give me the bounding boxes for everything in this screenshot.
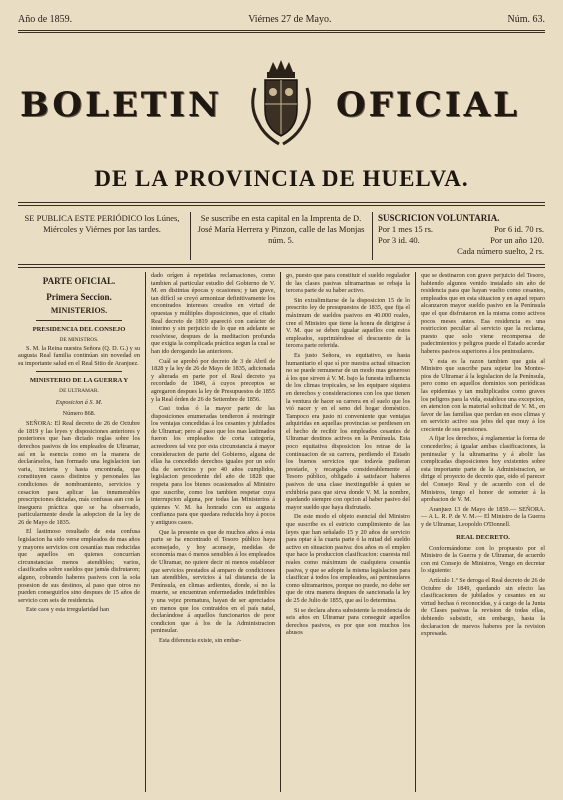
top-rule (18, 30, 545, 31)
title-right: OFICIAL (336, 85, 520, 125)
paragraph: Casi todas ó la mayor parte de las disposiciones enumeradas tendieron á restringir los ventajas concedidas á los cesantes y jubilados de Ultramar; pero al paso que los mas lastimados fueron los empleados de corta categoría, acreedores tal vez por esta circunstancia á mayor consideracion de parte del Gobierno, alguna de ellas ha concedido derechos iguales por un solo dia de servicios y por 40 años cumplidos, legislacion procedente del año de 1828 que respeta para los bienes ocasionados al Ministro que suscribe, como los tambien respetar cuya interrupcion alguna, por todas las Ministerios á quienes V. M. ha honrado con su augusta confianza para que quedara reducida hoy á pocos y antiguos casos. (151, 405, 275, 526)
info-voluntary (378, 213, 544, 257)
price-row-2 (378, 235, 544, 246)
paragraph: dado orígen á repetidas reclamaciones, como tambien al particular estudio del Gobierno de V. M. en distintas épocas y ocasiones; y tan grave, tan difícil se creyó armonizar definitivamente los encontrados intereses creados en virtud de opuestas y múltiples disposiciones, que el citado Real decreto de 1819 apareció con carácter de interino y sin perjuicio de lo que en adelante se resolviese, despues de la meditacion profunda que exigia la complicada práctica segun la cual se han ido derogando las anteriores. (151, 272, 275, 355)
issue-date: Viérnes 27 de Mayo. (248, 14, 332, 25)
presidency-subheading: DE MINISTROS. (59, 337, 99, 343)
info-separator-2 (372, 212, 373, 260)
divider (36, 320, 122, 321)
price-1: Por 1 mes 15 rs. (378, 224, 434, 234)
exposition-number: Número 868. (62, 409, 96, 417)
ministry-war-subheading: DE ULTRAMAR. (59, 388, 99, 395)
column-3 (286, 272, 410, 639)
paragraph: El lastimoso resultado de esta confusa legislacion ha sido verse empleados de mas años y mayores servicios con cesantías mas reducidas que aquellos en quienes concurrían circunstancias menos atendibles; varios, clasificados sobre sueldos que jamás disfrutaron; alguno, cobrando haberes pasivos con la sola posesion de sus destinos, al paso que otros no pueden conseguirlos sino despues de 15 años de servicio con seis de residencia. (18, 528, 140, 604)
info-bottom-rule (18, 264, 545, 265)
column-4 (421, 272, 545, 640)
part-heading: PARTE OFICIAL. (42, 276, 116, 286)
voluntary-title: SUSCRICION VOLUNTARIA. (378, 213, 500, 223)
top-rule-2 (18, 32, 545, 33)
coat-of-arms-icon (245, 58, 317, 150)
paragraph: que se destinaron con grave perjuicio del Tesoro, habiendo algunos venido instalado sin año de residencia para que hayan vuelto como cesantes, empleados que en esta situacion y en aquel reparo alcanzaron mayor sueldo pasivo en la Península que el que disfrutaron en la misma como activos pocos meses antes. Esa residencia es una restriccion peculiar al servicio que la reclama, puesto que solo viene recompensa de padecimientos y peligros puede el Estado acordar haberes pasivos superiores á los peninsulares. (421, 272, 545, 355)
column-separator-1 (145, 272, 146, 792)
paragraph: A fijar los derechos, á reglamentar la forma de concederlos; á igualar ambas clasificaciones, la peninsular y la ultramarina y á abolir las complicadas disposiciones hoy existentes sobre esta importante parte de la Administracion, se dirige el proyecto de decreto que, oido el parecer del Consejo Real y de acuerdo con el de Ministros, tengo el honor de someter á la aprobacion de V. M. (421, 435, 545, 504)
paragraph: Si se declara ahora subsistente la residencia de seis años en Ultramar para conseguir aquellos derechos pasivos, es por que son muchos los abusos (286, 606, 410, 637)
column-1 (18, 272, 140, 616)
paragraph: Esta diferencia existe, sin embar- (159, 636, 242, 644)
paragraph: Este caos y esta irregularidad han (26, 606, 109, 614)
ministries-heading: MINISTERIOS. (50, 306, 108, 315)
masthead-bottom-rule-2 (18, 205, 545, 206)
column-2 (151, 272, 275, 647)
price-5: Cada número suelto, 2 rs. (457, 246, 544, 256)
issue-number: Núm. 63. (507, 14, 545, 25)
paragraph: Cuál se aprobó por decreto de 3 de Abril de 1828 y la ley de 26 de Mayo de 1835, adicionada y alterada en parte por el Real decreto ya recordado de 1849, á cuyos preceptos se agregaron despues la ley de Presupuestos de 1855 y la Real órden de 26 de Setiembre de 1856. (151, 357, 275, 403)
paragraph: Artículo 1.º Se deroga el Real decreto de 26 de Octubre de 1849, quedando sin efecto las clasificaciones de jubilados y cesantes en su virtud hechas ó reconocidas, y á cargo de la Junta de Clases pasivas la revision de todas ellas, debiendo subsistir, sin embargo, hasta la declaracion de nuevos haberes por la revision expresada. (421, 576, 546, 638)
paragraph: SEÑORA: El Real decreto de 26 de Octubre de 1819 y las leyes y disposiciones anteriores y posteriores que han dictado reglas sobre los derechos pasivos de los empleados de Ultramar, así en la esencia como en la manera de declarárselos, han formado una legislacion tan varia, incierta y hasta encontrada, que constituyen casos distintos y personales las condiciones de nombramiento, servicios y cesacion para aplicar las innumerables prescripciones dictadas, más confusas aun con la inseguera práctica que se ha observado, particularmente desde la adopcion de la ley de 26 de Mayo de 1835. (18, 420, 140, 526)
issue-year: Año de 1859. (18, 14, 73, 25)
paragraph: Conformándome con lo propuesto por el Ministro de la Guerra y de Ultramar, de acuerdo con mi Consejo de Ministros, Vengo en decretar lo siguiente: (421, 544, 545, 575)
info-bottom-rule-2 (18, 267, 545, 268)
info-subscription-place: Se suscribe en esta capital en la Imprenta de D. José María Herrera y Pinzon, calle de las Monjas núm. 5. (197, 213, 365, 245)
price-row-1 (378, 224, 544, 235)
masthead-bottom-rule (18, 202, 545, 203)
paragraph: Aranjuez 13 de Mayo de 1859.— SEÑORA.— A L. R. P. de V. M.— El Ministro de la Guerra y de Ultramar, Leopoldo O'Donnell. (421, 505, 545, 528)
info-periodicity: SE PUBLICA ESTE PERIÓDICO los Lúnes, Miércoles y Viérnes por las tardes. (24, 213, 180, 234)
decree-heading: REAL DECRETO. (456, 533, 510, 541)
ministry-war-heading: MINISTERIO DE LA GUERRA Y (29, 377, 129, 385)
presidency-heading: PRESIDENCIA DEL CONSEJO (32, 326, 126, 333)
masthead-topline (18, 14, 545, 25)
paragraph: Es justo Señora, es equitativo, es hasta humanitario el que sí por nuestra actual situacion no se puede remunerar de un modo mas generoso á los que sirven á V. M. bajo la funesta influencia de los climas tropicales, se les equipare siquiera en derechos y consideraciones con los que tienen la ventura de hacer su carrera en el suelo que los vió nacer y en el seno del hogar doméstico. Tampoco era justo ni conveniente que ventajas adquiridas en aquellas provincias se perdiesen en el hecho de recibir los empleados cesantes de Ultramar destinos activos en la Península. Esta poco equitativa disposicion los retrae de la continuacion de su carrera, perdiendo el Estado los buenos servicios que todavía pudieran prestarle, y recargaba considerablemente al Tesoro público, obligado á satisfacer haberes pasivos de una clase inextinguible á quien se exhibiría para que sirva donde V. M. la nombre, quedando siempre con opcion al haber pasivo del mayor sueldo que haya disfrutado. (286, 351, 410, 511)
info-separator-1 (190, 212, 191, 260)
exposition-heading: Exposicion á S. M. (55, 398, 103, 406)
price-2: Por 6 id. 70 rs. (493, 224, 544, 234)
paragraph: go, puesto que para constituir el sueldo regulador de las clases pasivas ultramarinas se rebaja la tercera parte de su haber activo. (286, 272, 410, 295)
column-separator-3 (415, 272, 416, 792)
newspaper-subtitle: DE LA PROVINCIA DE HUELVA. (94, 166, 469, 191)
price-4: Por un año 120. (490, 235, 544, 245)
paragraph: S. M. la Reina nuestra Señora (Q. D. G.) y su augusta Real familia continúan sin novedad en su importante salud en el Real Sitio de Aranjuez. (18, 344, 140, 367)
divider (36, 371, 122, 372)
paragraph: De este modo el objeto esencial del Ministro que suscribe es el estricto cumplimiento de las leyes que han señalado 15 y 20 años de servicio para optar á la cuarta parte ó la mitad del sueldo activo en situacion pasiva: dos años es el empleo que hace la produccion clasificacion: cuaresta mil reales como máximum de cualquiera cesantía pasiva, y que se adopte la misma legislacion para clasificar á todos los empleados, así peninsulares como ultramarinos, porque no puede, no debe ser que de otra manera despues de sancionada la ley de 25 de Julio de 1855, que así lo determina. (286, 513, 410, 604)
paragraph: Sin extralimitarse de la disposicion 15 de lo prescrito ley de presupuestos de 1835, que fija el máximum de sueldos pasivos en 40.000 reales, cree el Ministro que tiene la honra de dirigirse á V. M. que se deben igualar aquellos con estos empleados, suprimiéndose el descuento de la tercera parte referida. (286, 296, 410, 350)
column-separator-2 (280, 272, 281, 792)
price-3: Por 3 id. 40. (378, 235, 420, 245)
section-heading: Primera Seccion. (46, 292, 112, 302)
paragraph: Y esta es la razon tambien que guia al Ministro que suscribe para sujetar los Montes-pios de Ultramar á la legislacion de la Península, pero como en aquellos dominios son periódicas las epidemias y tan multiplicados como graves los peligros para la vida, establece una excepcion, en atencion con la material solicitud de V. M., en favor de las familias que perdan en esos climas y en servicio activo sus jefes del que muy á los creciente de sus pensiones. (421, 357, 545, 433)
title-left: BOLETIN (20, 85, 223, 125)
paragraph: Que la presente es que de muchos años á esta parte se ha encontrado el Tesoro público haya aconsejado, y hoy aconseje, medidas de economía mas ó menos sensibles á los empleados de Ultramar, no quiere decir ni menos establecer que servicios prestados al amparo de condiciones tan atendibles, servicios á tal distancia de la Península, en climas ardientes, donde, sí no la muerte, se encuentran enfermedades indefinibles y una vejez prematura, hayan de ser apreciados en menos que los contraidos en el país natal, declarándose á aquellos funcionarios de peor condicion que á los de la Administracion peninsular. (151, 528, 275, 635)
